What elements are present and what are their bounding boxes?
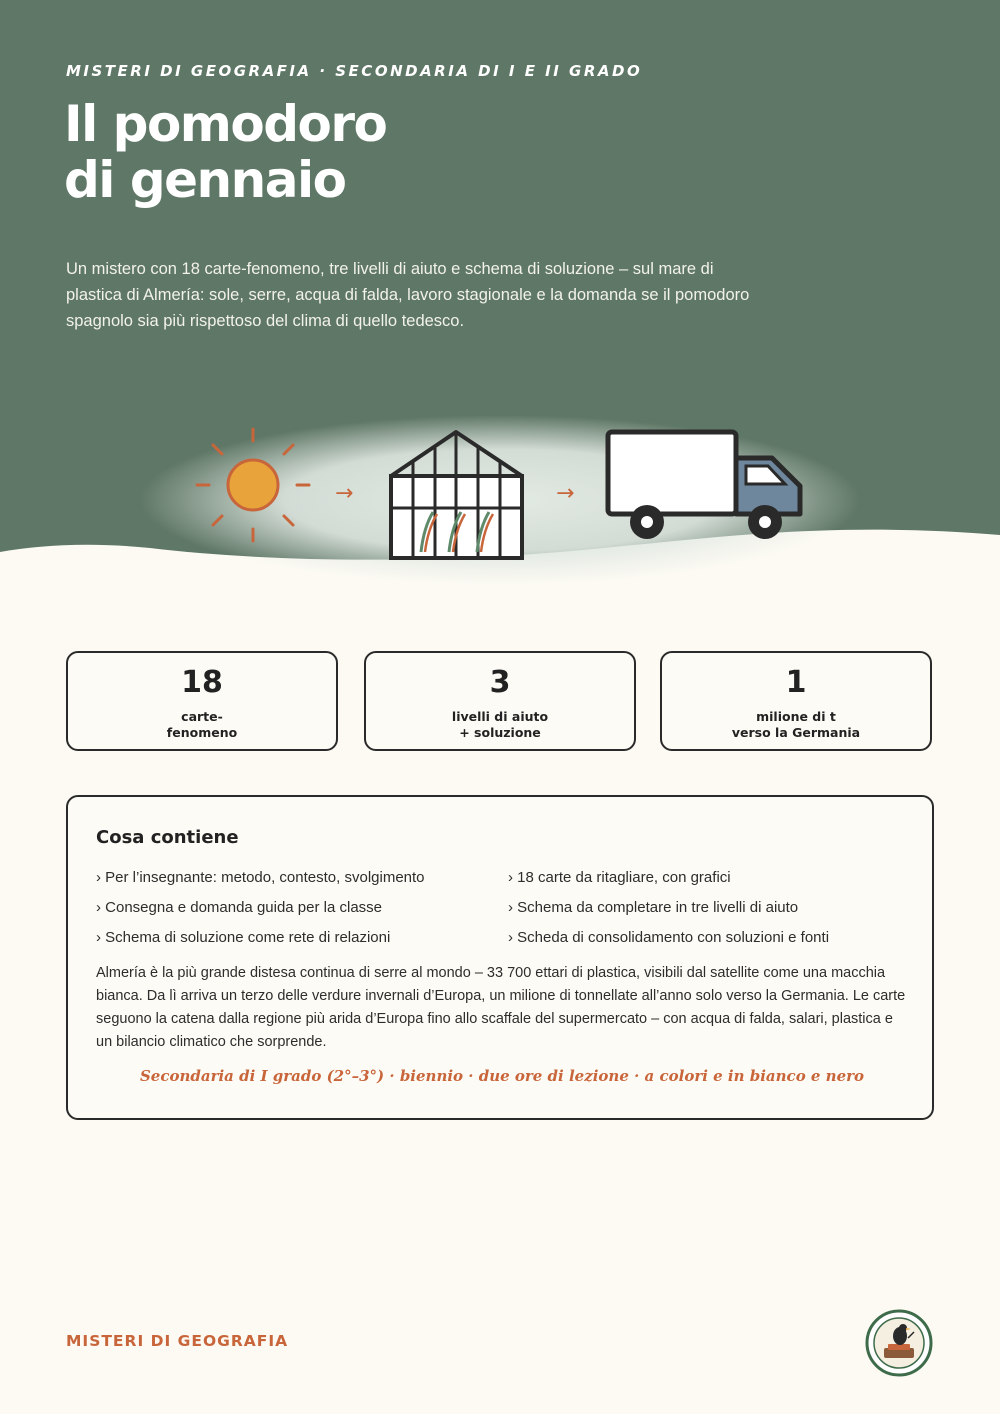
list-item: › Per l’insegnante: metodo, contesto, svolgimento	[96, 869, 425, 886]
intro-text: Un mistero con 18 carte-fenomeno, tre livelli di aiuto e schema di soluzione – sul mare di plastica di Almería: sole, serre, acqua di falda, lavoro stagionale e la domanda se il pomodoro spagnolo sia più rispettoso del clima di quello tedesco.	[66, 260, 750, 330]
arrow-1-icon: →	[335, 481, 354, 506]
contents-box	[66, 795, 934, 1120]
hero-banner	[0, 0, 1000, 620]
footer-brand: MISTERI DI GEOGRAFIA	[66, 1332, 289, 1350]
list-item: › Schema da completare in tre livelli di aiuto	[508, 899, 799, 916]
stat-card-cards	[66, 651, 338, 751]
stat-label: milione di t verso la Germania	[731, 709, 861, 740]
page-title	[64, 96, 386, 208]
greenhouse-icon	[383, 432, 532, 560]
list-item: › Scheda di consolidamento con soluzioni e fonti	[508, 929, 830, 946]
supply-chain-illustration	[180, 410, 820, 560]
publisher-seal-icon	[864, 1308, 934, 1378]
series-kicker: MISTERI DI GEOGRAFIA · SECONDARIA DI I E II GRADO	[66, 62, 643, 80]
stats-row	[66, 651, 934, 755]
contents-list-right	[508, 863, 829, 953]
stat-label: livelli di aiuto + soluzione	[451, 709, 549, 740]
stat-card-tonnes	[660, 651, 932, 751]
contents-heading: Cosa contiene	[96, 827, 239, 848]
contents-description: Almería è la più grande distesa continua di serre al mondo – 33 700 ettari di plastica, visibili dal satellite come una macchia bianca. Da lì arriva un terzo delle verdure invernali d’Europa, un milione di tonnellate all’anno solo verso la Germania. Le carte seguono la catena dalla regione più arida d’Europa fino allo scaffale del supermercato – con acqua di falda, salari, plastica e un bilancio climatico che sorprende.	[96, 965, 906, 1050]
contents-list-left	[96, 863, 425, 953]
stat-value: 3	[489, 665, 511, 700]
list-item: › Schema di soluzione come rete di relazioni	[96, 929, 391, 946]
stat-card-help-levels	[364, 651, 636, 751]
arrow-2-icon: →	[556, 481, 575, 506]
truck-icon	[608, 432, 800, 539]
sun-icon	[197, 429, 309, 541]
title-line-1: Il pomodoro	[64, 95, 387, 153]
stat-label: carte- fenomeno	[166, 709, 238, 740]
course-meta: Secondaria di I grado (2°–3°) · biennio · due ore di lezione · a colori e in bianco e nero	[139, 1067, 865, 1085]
stat-value: 18	[181, 665, 223, 700]
stat-value: 1	[785, 665, 807, 700]
title-line-2: di gennaio	[64, 151, 346, 209]
list-item: › Consegna e domanda guida per la classe	[96, 899, 383, 916]
list-item: › 18 carte da ritagliare, con grafici	[508, 869, 731, 886]
